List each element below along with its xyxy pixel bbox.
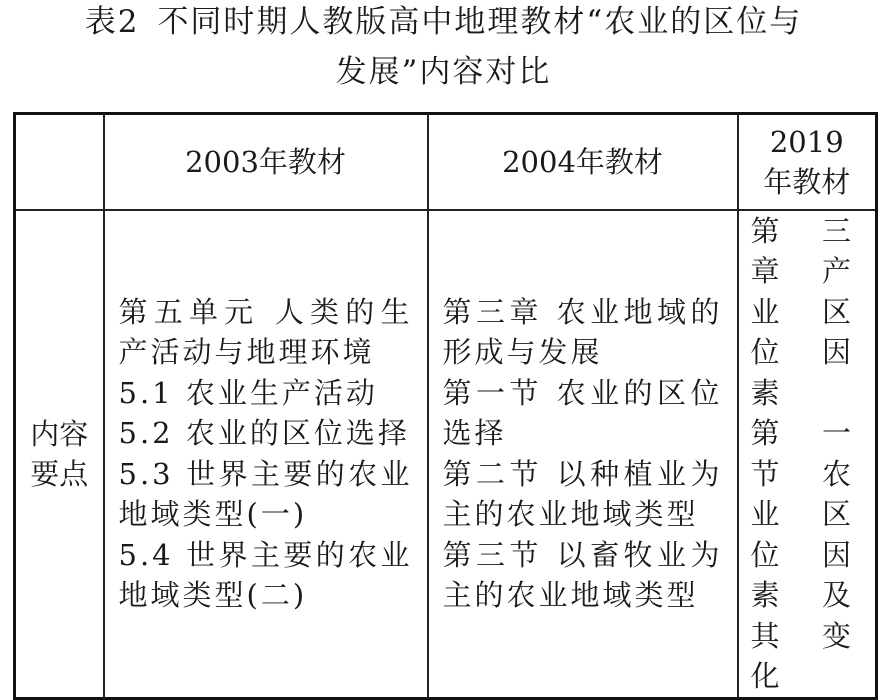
table-caption-line2 <box>0 52 887 92</box>
header-2019-text: 2019年教材 <box>763 124 851 199</box>
list-2004-items <box>429 292 737 616</box>
list-item: 第三章 农业地域的形成与发展 <box>442 294 723 369</box>
cell-2019-content <box>738 210 877 699</box>
header-2003: 2003年教材 <box>104 114 428 210</box>
header-corner-cell <box>15 114 104 210</box>
list-item: 5.3 世界主要的农业地域类型(一) <box>118 456 413 531</box>
list-item: 第一节 农业区位因素及其变化 <box>750 416 863 693</box>
row-label-content-points: 内容要点 <box>15 210 104 699</box>
list-item: 第二节 以种植业为主的农业地域类型 <box>442 456 723 531</box>
header-2004: 2004年教材 <box>428 114 738 210</box>
header-2019 <box>738 114 877 210</box>
list-2019-items <box>739 211 876 697</box>
list-item: 5.1 农业生产活动 <box>118 375 378 410</box>
table-caption <box>0 2 887 42</box>
comparison-table <box>13 112 878 700</box>
table-caption-text-line2: 发展”内容对比 <box>335 54 552 90</box>
list-item: 第三节 以畜牧业为主的农业地域类型 <box>442 537 723 612</box>
content-row <box>15 210 877 699</box>
list-item: 5.4 世界主要的农业地域类型(二) <box>118 537 413 612</box>
table-caption-text-line1: 不同时期人教版高中地理教材“农业的区位与 <box>157 4 803 40</box>
table-number: 表2 <box>84 4 140 40</box>
cell-2003-content <box>104 210 428 699</box>
list-item: 5.2 农业的区位选择 <box>118 416 410 450</box>
list-2003-items <box>105 292 427 616</box>
list-item: 第一节 农业的区位选择 <box>442 375 723 450</box>
table-header-row <box>15 114 877 210</box>
list-item: 第三章 产业区位因素 <box>750 213 863 410</box>
cell-2004-content <box>428 210 738 699</box>
list-item: 第五单元 人类的生产活动与地理环境 <box>118 294 413 369</box>
